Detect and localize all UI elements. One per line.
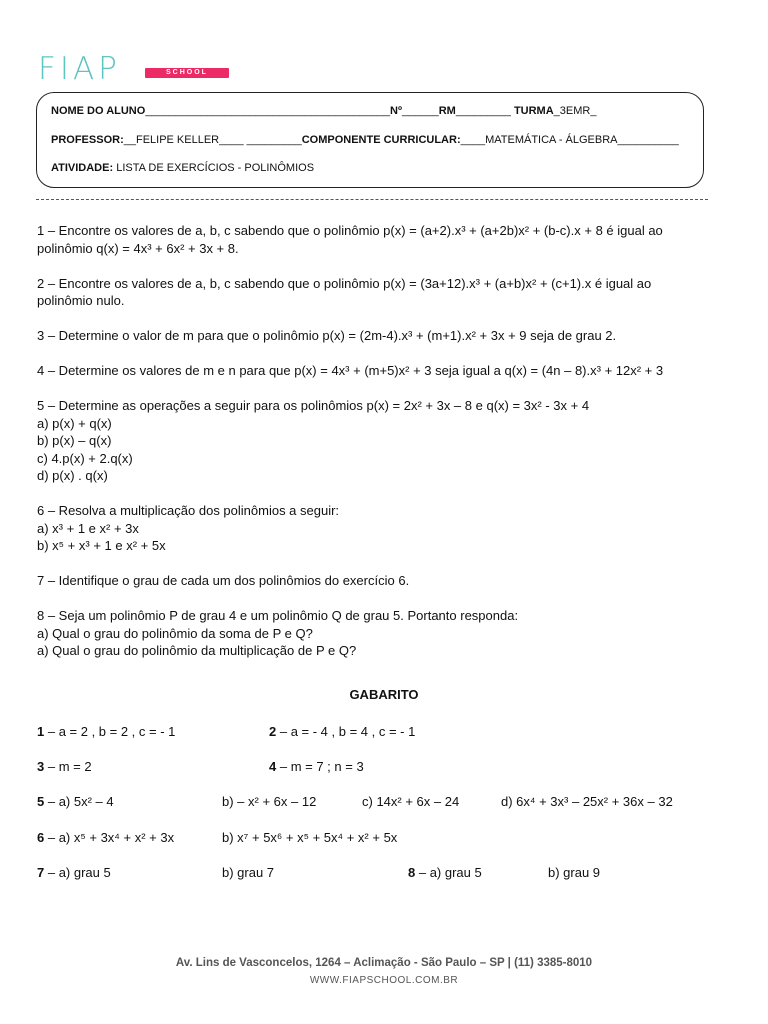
logo-badge: SCHOOL bbox=[145, 68, 229, 78]
turma-label: TURMA bbox=[513, 105, 554, 117]
answer-number: 7 bbox=[37, 865, 45, 880]
number-field: ______ bbox=[402, 105, 439, 117]
question-line: polinômio q(x) = 4x³ + 6x² + 3x + 8. bbox=[37, 240, 239, 256]
answer-5d: d) 6x⁴ + 3x³ – 25x² + 36x – 32 bbox=[501, 794, 673, 809]
answer-2 bbox=[269, 724, 415, 739]
component-label: COMPONENTE CURRICULAR: bbox=[301, 134, 461, 146]
footer-website: WWW.FIAPSCHOOL.COM.BR bbox=[309, 975, 459, 986]
answer-text: – m = 2 bbox=[44, 759, 92, 774]
answer-number: 8 bbox=[408, 865, 416, 880]
question-line: 8 – Seja um polinômio P de grau 4 e um polinômio Q de grau 5. Portanto responda: bbox=[37, 608, 519, 623]
student-name-label: NOME DO ALUNO bbox=[51, 105, 146, 117]
question-1 bbox=[37, 222, 727, 257]
header-row-activity bbox=[51, 162, 314, 174]
question-line: 4 – Determine os valores de m e n para que p(x) = 4x³ + (m+5)x² + 3 seja igual a q(x) = (4n – 8).x³ + 12x² + 3 bbox=[37, 363, 664, 378]
answer-number: 6 bbox=[37, 830, 45, 845]
answer-8b: b) grau 9 bbox=[548, 865, 601, 880]
question-7 bbox=[37, 572, 727, 590]
question-line: 5 – Determine as operações a seguir para os polinômios p(x) = 2x² + 3x – 8 e q(x) = 3x² - 3x + 4 bbox=[37, 398, 590, 413]
question-line: c) 4.p(x) + 2.q(x) bbox=[37, 450, 133, 466]
question-line: a) Qual o grau do polinômio da soma de P e Q? bbox=[37, 625, 313, 641]
answer-number: 5 bbox=[37, 794, 45, 809]
answer-6b: b) x⁷ + 5x⁶ + x⁵ + 5x⁴ + x² + 5x bbox=[222, 830, 398, 845]
activity-label: ATIVIDADE: bbox=[51, 162, 114, 174]
answer-text: – a) grau 5 bbox=[44, 865, 111, 880]
number-label: Nº bbox=[390, 105, 402, 117]
answer-6a bbox=[37, 830, 174, 845]
dashed-divider bbox=[36, 199, 708, 200]
logo-text: FIAP bbox=[38, 51, 121, 87]
answer-5a bbox=[37, 794, 114, 809]
question-line: a) Qual o grau do polinômio da multiplicação de P e Q? bbox=[37, 643, 357, 658]
question-5 bbox=[37, 397, 727, 485]
question-line: polinômio nulo. bbox=[37, 293, 125, 308]
question-line: d) p(x) . q(x) bbox=[37, 468, 108, 483]
answer-text: – a) grau 5 bbox=[415, 865, 482, 880]
professor-label: PROFESSOR: bbox=[51, 134, 124, 146]
question-8 bbox=[37, 607, 727, 660]
question-line: 6 – Resolva a multiplicação dos polinômios a seguir: bbox=[37, 503, 340, 518]
answer-number: 1 bbox=[37, 724, 45, 739]
footer-address: Av. Lins de Vasconcelos, 1264 – Aclimação - São Paulo – SP | (11) 3385-8010 bbox=[175, 957, 593, 969]
answer-text: – a = - 4 , b = 4 , c = - 1 bbox=[276, 724, 416, 739]
answer-number: 2 bbox=[269, 724, 277, 739]
header-row-professor bbox=[51, 134, 679, 146]
answer-5b: b) – x² + 6x – 12 bbox=[222, 794, 317, 809]
question-4 bbox=[37, 362, 727, 380]
answer-text: – a) x⁵ + 3x⁴ + x² + 3x bbox=[44, 830, 175, 845]
question-2 bbox=[37, 275, 727, 310]
answer-7b: b) grau 7 bbox=[222, 865, 275, 880]
exercise-list bbox=[37, 222, 727, 677]
question-line: a) p(x) + q(x) bbox=[37, 415, 112, 431]
answer-5c: c) 14x² + 6x – 24 bbox=[362, 794, 460, 809]
header-row-student bbox=[51, 105, 596, 117]
answer-4 bbox=[269, 759, 364, 774]
student-name-field: ________________________________________ bbox=[145, 105, 391, 117]
answer-key-title: GABARITO bbox=[349, 687, 419, 702]
question-6 bbox=[37, 502, 727, 555]
answer-3 bbox=[37, 759, 92, 774]
rm-label: RM bbox=[438, 105, 456, 117]
question-line: b) p(x) – q(x) bbox=[37, 433, 112, 448]
turma-value: _3EMR_ bbox=[553, 105, 597, 117]
answer-text: – a = 2 , b = 2 , c = - 1 bbox=[44, 724, 176, 739]
question-line: b) x⁵ + x³ + 1 e x² + 5x bbox=[37, 538, 166, 553]
answer-text: – a) 5x² – 4 bbox=[44, 794, 114, 809]
professor-value: __FELIPE KELLER____ _________ bbox=[123, 134, 302, 146]
answer-number: 4 bbox=[269, 759, 277, 774]
rm-field: _________ bbox=[455, 105, 511, 117]
question-3 bbox=[37, 327, 727, 345]
question-line: a) x³ + 1 e x² + 3x bbox=[37, 520, 139, 536]
answer-8a bbox=[408, 865, 482, 880]
answer-number: 3 bbox=[37, 759, 45, 774]
activity-value: LISTA DE EXERCÍCIOS - POLINÔMIOS bbox=[116, 162, 315, 174]
student-header-box bbox=[36, 92, 704, 188]
answer-1 bbox=[37, 724, 175, 739]
component-value: ____MATEMÁTICA - ÁLGEBRA__________ bbox=[460, 134, 679, 146]
answer-7a bbox=[37, 865, 111, 880]
question-line: 7 – Identifique o grau de cada um dos polinômios do exercício 6. bbox=[37, 573, 410, 588]
answer-text: – m = 7 ; n = 3 bbox=[276, 759, 364, 774]
question-line: 1 – Encontre os valores de a, b, c sabendo que o polinômio p(x) = (a+2).x³ + (a+2b)x² + (b-c).x + 8 é igual ao bbox=[37, 223, 663, 238]
question-line: 3 – Determine o valor de m para que o polinômio p(x) = (2m-4).x³ + (m+1).x² + 3x + 9 seja de grau 2. bbox=[37, 328, 617, 343]
question-line: 2 – Encontre os valores de a, b, c sabendo que o polinômio p(x) = (3a+12).x³ + (a+b)x² + (c+1).x é igual ao bbox=[37, 275, 652, 291]
